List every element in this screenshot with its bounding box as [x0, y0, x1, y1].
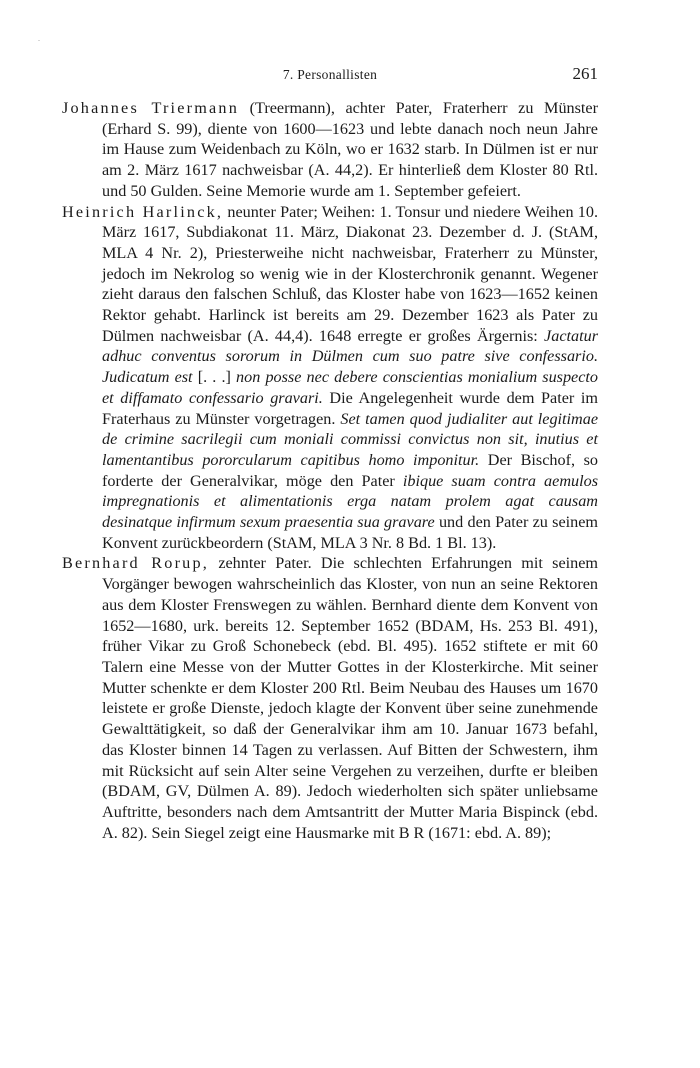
entry-text: Die Angelegenheit wurde dem Pater im Fraterhaus zu Münster vorgetragen.: [102, 388, 599, 428]
entry-text: und den Pater zu seinem Konvent zurückbeordern (StAM, MLA 3 Nr. 8 Bd. 1 Bl. 13).: [102, 513, 599, 552]
entry-name: Heinrich Harlinck,: [62, 202, 224, 221]
ellipsis: [. . .]: [197, 368, 231, 387]
latin-quote: non posse nec debere conscientias monialium suspecto et diffamato confessario gravari.: [102, 368, 599, 407]
entry-text: neunter Pater; Weihen: 1. Tonsur und niedere Weihen 10. März 1617, Subdiakonat 11. März, Diakonat 23. Dezember d. J. (StAM, MLA 4 Nr. 2), Priesterweihe nicht nachweisbar, Fraterherr zu Münster, jedoch im Nekrolog so wenig wie in der Klosterchronik genannt. Wegener zieht daraus den falschen Schluß, das Kloster habe von 1623—1652 keinen Rektor gehabt. Harlinck ist bereits am 29. Dezember 1623 als Pater zu Dülmen nachweisbar (A. 44,4). 1648 erregte er großes Ärgernis:: [102, 202, 598, 345]
entry-name: Bernhard Rorup,: [62, 554, 210, 573]
section-title: 7. Personallisten: [282, 67, 378, 82]
entry-text: zehnter Pater. Die schlechten Erfahrungen mit seinem Vorgänger bewogen wahrscheinlich das Kloster, von nun an seine Rektoren aus dem Kloster Frenswegen zu wählen. Bernhard diente dem Konvent von 1652—1680, urk. bereits 12. September 1652 (BDAM, Hs. 253 Bl. 491), früher Vikar zu Groß Schonebeck (ebd. Bl. 495). 1652 stiftete er mit 60 Talern eine Messe von der Mutter Gottes in der Klosterkirche. Mit seiner Mutter schenkte er dem Kloster 200 Rtl. Beim Neubau des Hauses um 1670 leistete er große Dienste, jedoch klagte der Konvent über seine zunehmende Gewalttätigkeit, so daß der Generalvikar ihm am 10. Januar 1673 befahl, das Kloster binnen 14 Tagen zu verlassen. Auf Bitten der Schwestern, ihm mit Rücksicht auf sein Alter seine Vergehen zu verzeihen, durfte er bleiben (BDAM, GV, Dülmen A. 89). Jedoch wiederholten sich später unliebsame Auftritte, besonders nach dem Amtsantritt der Mutter Maria Bispinck (ebd. A. 82). Sein Siegel zeigt eine Hausmarke mit B R (1671: ebd. A. 89);: [102, 554, 599, 842]
latin-quote: Jactatur adhuc conventus sororum in Dülmen cum suo patre sive confessario. Judicatum est: [102, 326, 598, 387]
body-text: [62, 98, 598, 843]
scan-speck: [38, 40, 40, 41]
entry-harlinck: [62, 202, 598, 554]
entry-text: (Treermann), achter Pater, Fraterherr zu Münster (Erhard S. 99), diente von 1600—1623 und lebte danach noch neun Jahre im Hause zum Weidenbach zu Köln, wo er 1632 starb. In Dülmen ist er nur am 2. März 1617 nachweisbar (A. 44,2). Er hinterließ dem Kloster 80 Rtl. und 50 Gulden. Seine Memorie wurde am 1. September gefeiert.: [102, 99, 598, 200]
running-header: [62, 64, 598, 86]
latin-quote: ibique suam contra aemulos impregnationis et alimentationis erga natam prolem agat causam desinatque infirmum sexum praesentia sua gravare: [102, 471, 598, 532]
latin-quote: Set tamen quod judialiter aut legitimae de crimine sacrilegii cum moniali commissi convictus non sit, inutius et lamentantibus pororcularum capitibus homo imponitur.: [102, 409, 599, 469]
page-number: 261: [572, 64, 598, 83]
entry-rorup: [62, 553, 598, 843]
entry-triermann: [62, 98, 598, 202]
entry-name: Johannes Triermann: [62, 99, 239, 117]
entry-text: Der Bischof, so forderte der Generalvikar, möge den Pater: [102, 450, 598, 490]
